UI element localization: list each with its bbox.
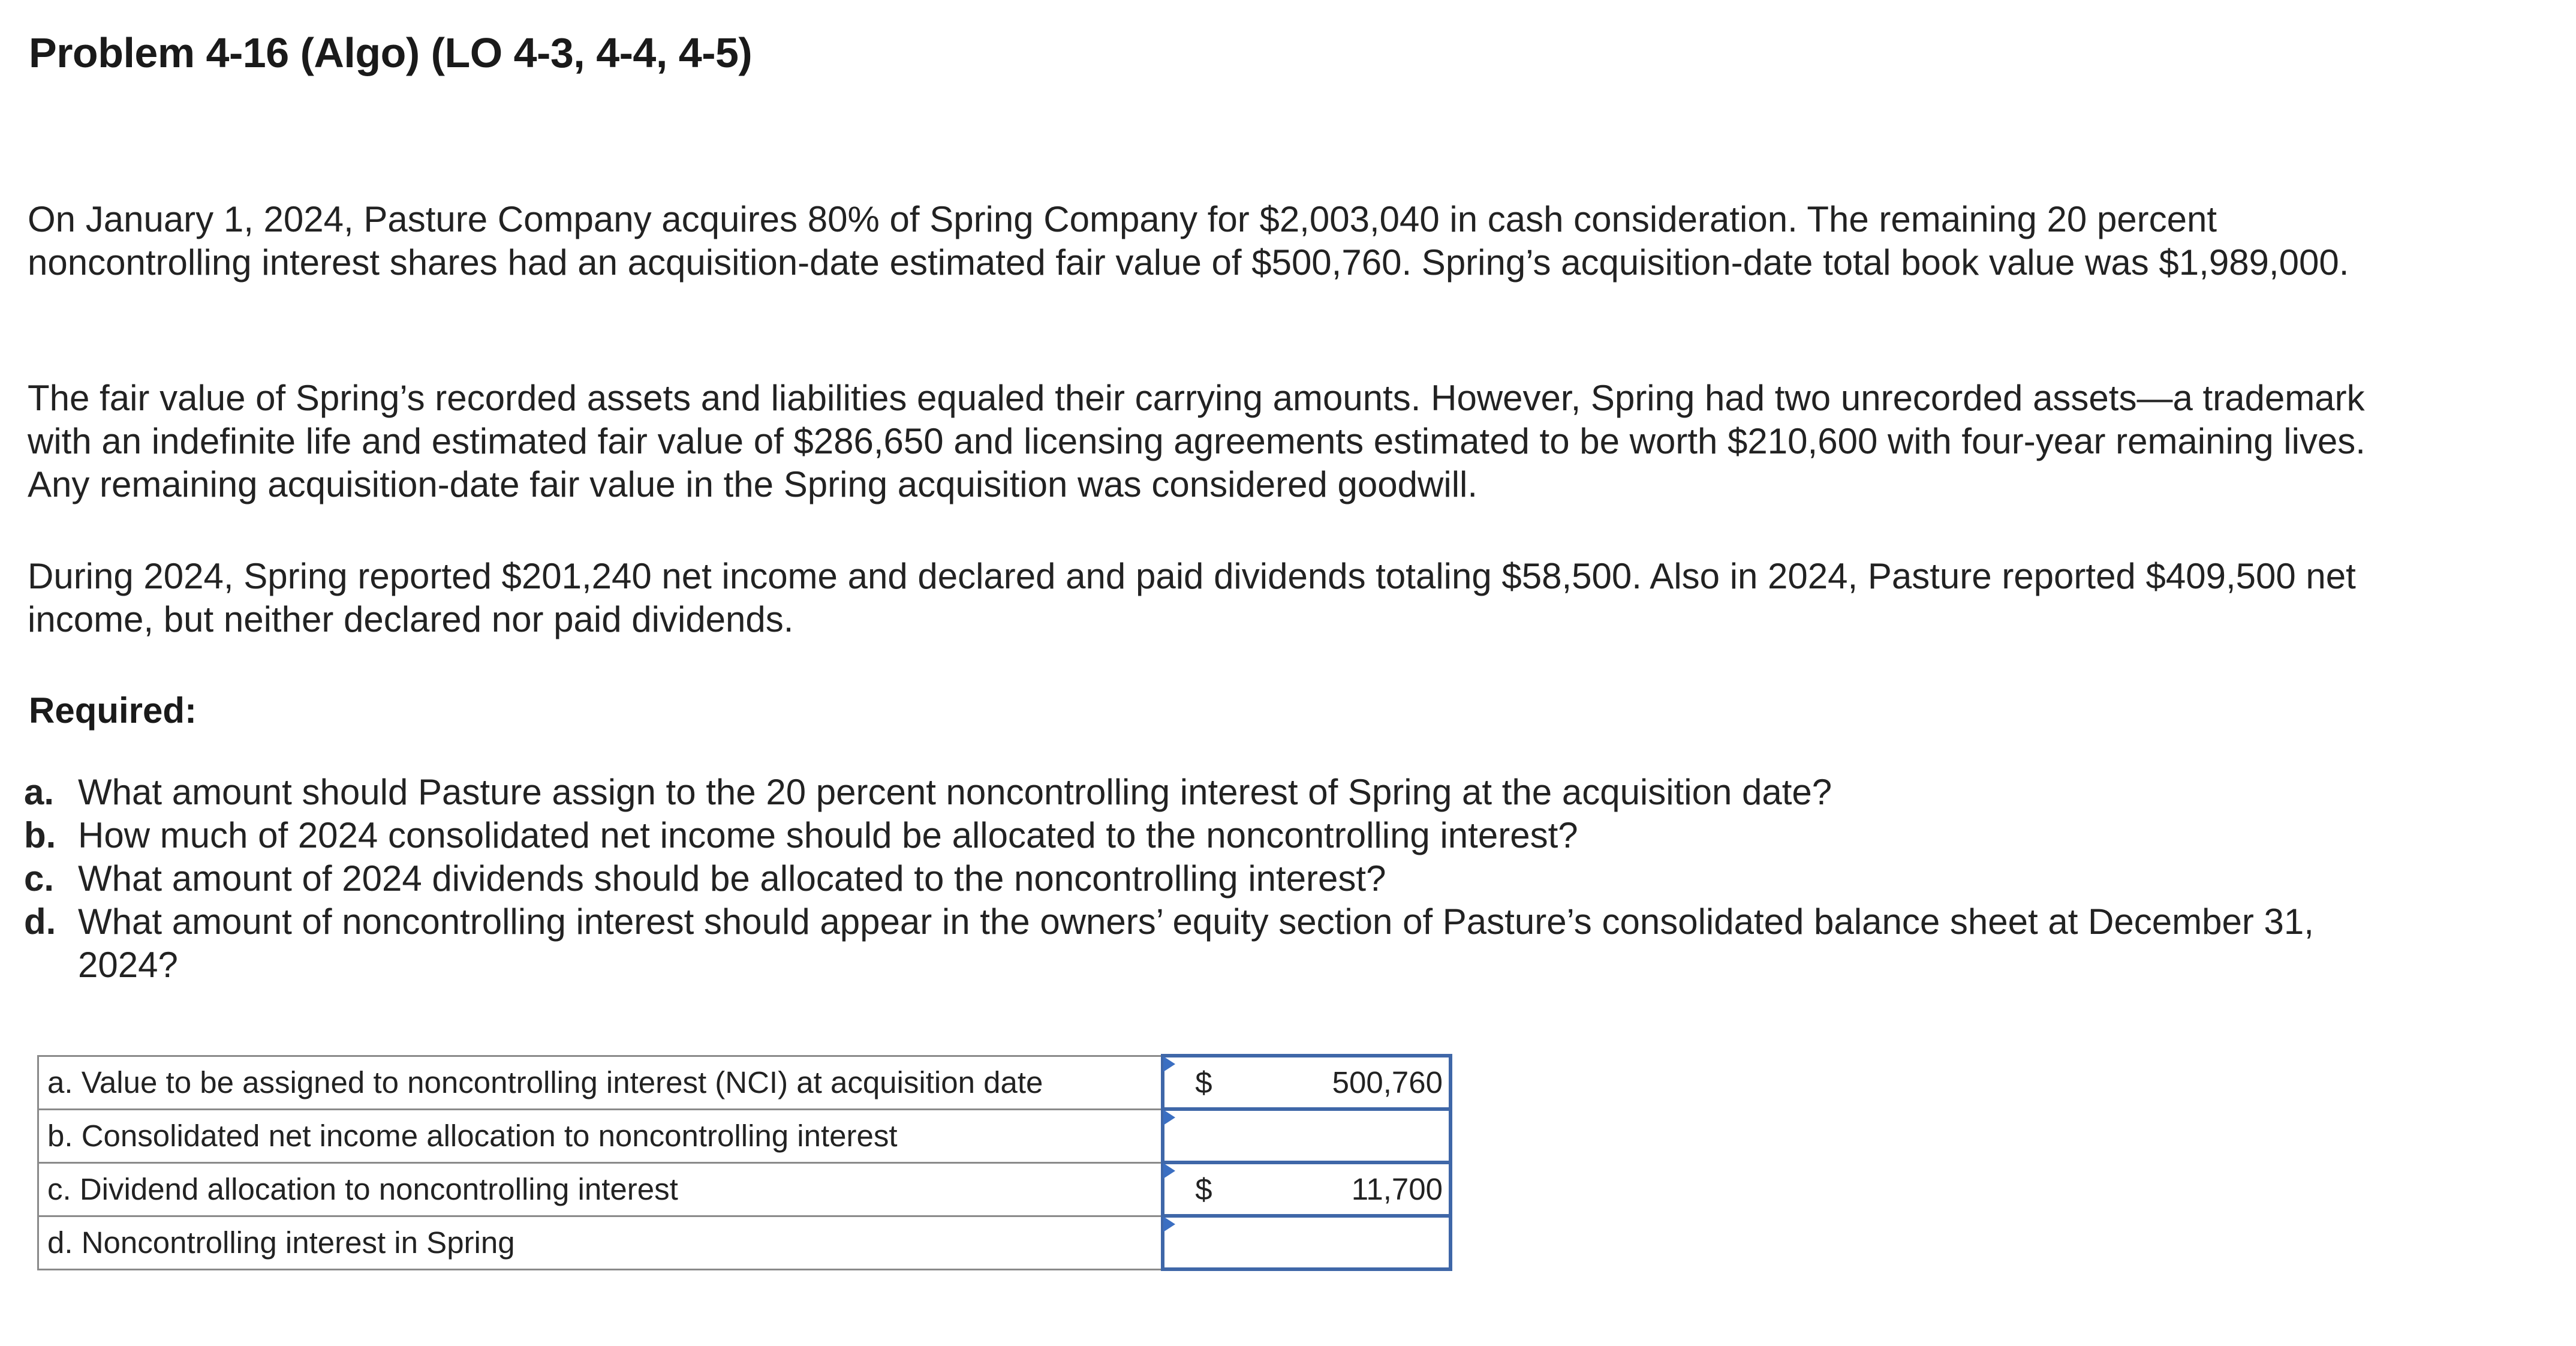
question-text: What amount of 2024 dividends should be allocated to the noncontrolling interest? (78, 858, 1386, 899)
answer-row-c (38, 1162, 1451, 1216)
question-letter: b. (24, 815, 56, 855)
answer-table (37, 1054, 1452, 1271)
question-item (24, 900, 2363, 987)
flag-marker-icon (1163, 1163, 1175, 1179)
answer-label: b. Consolidated net income allocation to noncontrolling interest (38, 1109, 1163, 1162)
problem-title: Problem 4-16 (Algo) (LO 4-3, 4-4, 4-5) (29, 29, 753, 76)
answer-input-net-income-allocation[interactable] (1163, 1109, 1450, 1162)
currency-symbol: $ (1195, 1065, 1212, 1099)
question-letter: d. (24, 902, 56, 942)
paragraph-fair-value: The fair value of Spring’s recorded assets and liabilities equaled their carrying amounts. However, Spring had two unrecorded assets—a trademark with an indefinite life and estimated fair value of $286,650 and licensing agreements estimated to be worth $210,600 with four-year remaining lives. Any remaining acquisition-date fair value in the Spring acquisition was considered goodwill. (28, 378, 2366, 504)
question-text: What amount should Pasture assign to the 20 percent noncontrolling interest of Spring at the acquisition date? (78, 772, 1832, 812)
answer-value: 500,760 (1332, 1065, 1443, 1099)
answer-label: a. Value to be assigned to noncontrolling interest (NCI) at acquisition date (38, 1056, 1163, 1109)
answer-row-a (38, 1056, 1451, 1109)
answer-input-nci-acquisition[interactable] (1163, 1056, 1450, 1109)
required-heading: Required: (29, 690, 197, 731)
question-text: What amount of noncontrolling interest should appear in the owners’ equity section of Pasture’s consolidated balance sheet at December 31, 2024? (78, 902, 2314, 985)
question-item (24, 771, 2363, 814)
answer-row-b (38, 1109, 1451, 1162)
answer-input-nci-balance[interactable] (1163, 1216, 1450, 1269)
question-text: How much of 2024 consolidated net income should be allocated to the noncontrolling interest? (78, 815, 1578, 855)
question-letter: c. (24, 858, 55, 899)
flag-marker-icon (1163, 1110, 1175, 1125)
paragraph-acquisition: On January 1, 2024, Pasture Company acquires 80% of Spring Company for $2,003,040 in cash consideration. The remaining 20 percent noncontrolling interest shares had an acquisition-date estimated fair value of $500,760. Spring’s acquisition-date total book value was $1,989,000. (28, 199, 2349, 283)
question-item (24, 814, 2363, 857)
answer-value: 11,700 (1351, 1172, 1443, 1206)
flag-marker-icon (1163, 1216, 1175, 1232)
answer-row-d (38, 1216, 1451, 1269)
question-list (24, 771, 2363, 987)
flag-marker-icon (1163, 1056, 1175, 1072)
paragraph-net-income: During 2024, Spring reported $201,240 net income and declared and paid dividends totaling $58,500. Also in 2024, Pasture reported $409,500 net income, but neither declared nor paid dividends. (28, 556, 2356, 639)
currency-symbol: $ (1195, 1172, 1212, 1206)
answer-label: c. Dividend allocation to noncontrolling interest (38, 1162, 1163, 1216)
question-letter: a. (24, 772, 55, 812)
question-item (24, 857, 2363, 900)
answer-input-dividend-allocation[interactable] (1163, 1162, 1450, 1216)
answer-label: d. Noncontrolling interest in Spring (38, 1216, 1163, 1269)
